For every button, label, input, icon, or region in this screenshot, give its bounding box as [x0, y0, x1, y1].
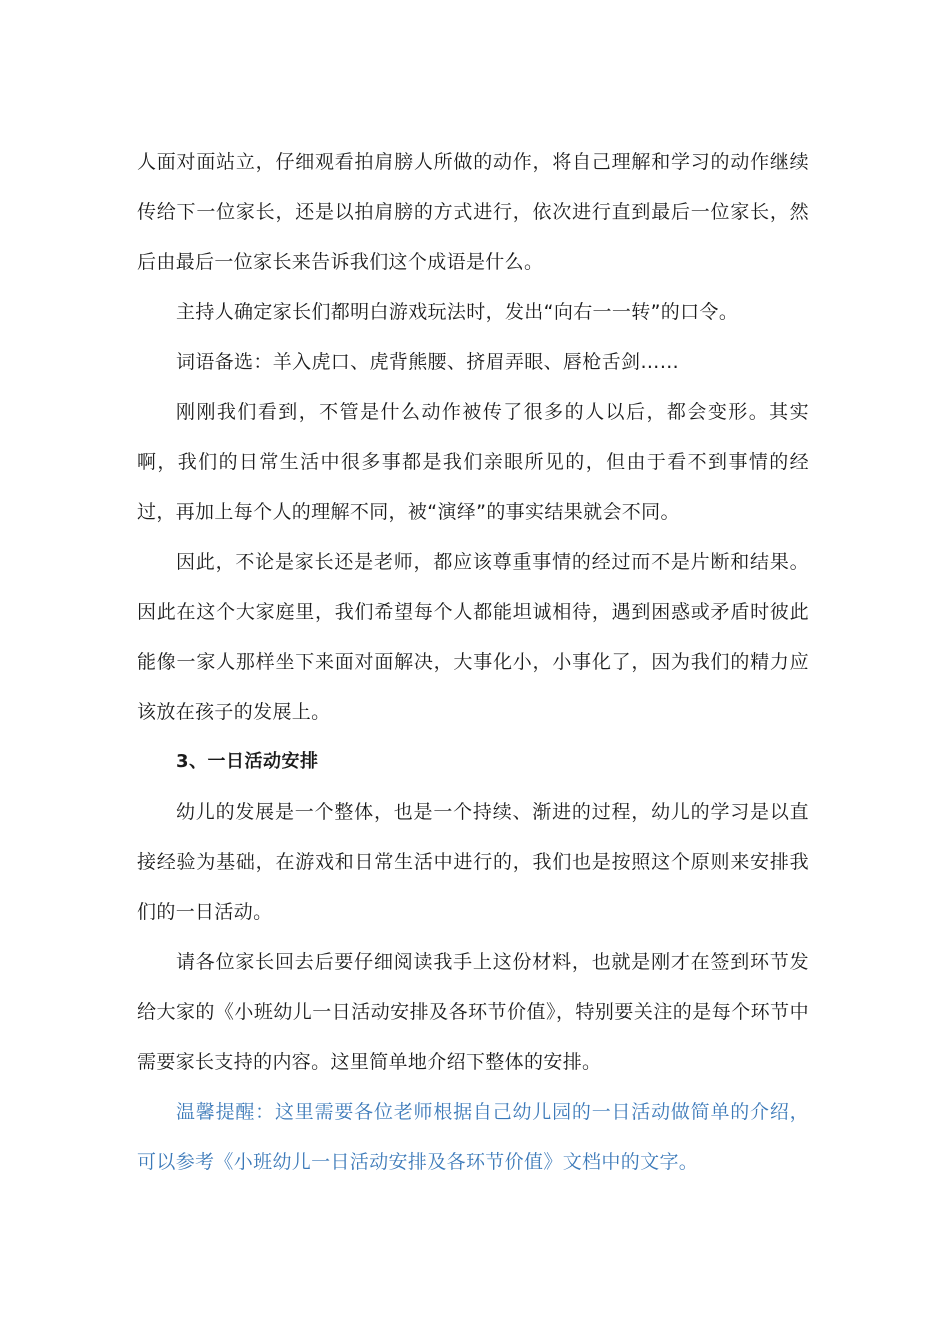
document-body [137, 137, 809, 1187]
paragraph-warm-reminder: 温馨提醒：这里需要各位老师根据自己幼儿园的一日活动做简单的介绍，可以参考《小班幼儿一日活动安排及各环节价值》文档中的文字。 [137, 1101, 809, 1173]
paragraph-distortion-explanation: 刚刚我们看到，不管是什么动作被传了很多的人以后，都会变形。其实啊，我们的日常生活中很多事都是我们亲眼所见的，但由于看不到事情的经过，再加上每个人的理解不同，被“演绎”的事实结果就会不同。 [137, 401, 809, 523]
paragraph-reading-material: 请各位家长回去后要仔细阅读我手上这份材料，也就是刚才在签到环节发给大家的《小班幼儿一日活动安排及各环节价值》，特别要关注的是每个环节中需要家长支持的内容。这里简单地介绍下整体的安排。 [137, 951, 809, 1073]
paragraph-respect-process: 因此，不论是家长还是老师，都应该尊重事情的经过而不是片断和结果。因此在这个大家庭里，我们希望每个人都能坦诚相待，遇到困惑或矛盾时彼此能像一家人那样坐下来面对面解决，大事化小，小事化了，因为我们的精力应该放在孩子的发展上。 [137, 551, 809, 723]
paragraph-child-development: 幼儿的发展是一个整体，也是一个持续、渐进的过程，幼儿的学习是以直接经验为基础，在游戏和日常生活中进行的，我们也是按照这个原则来安排我们的一日活动。 [137, 801, 809, 923]
paragraph-host-command: 主持人确定家长们都明白游戏玩法时，发出“向右一一转”的口令。 [176, 301, 739, 323]
paragraph-word-options: 词语备选：羊入虎口、虎背熊腰、挤眉弄眼、唇枪舌剑…… [176, 351, 680, 373]
paragraph-game-instructions: 人面对面站立，仔细观看拍肩膀人所做的动作，将自己理解和学习的动作继续传给下一位家长，还是以拍肩膀的方式进行，依次进行直到最后一位家长，然后由最后一位家长来告诉我们这个成语是什么。 [137, 151, 809, 273]
section-heading-daily-schedule: 3、一日活动安排 [176, 751, 319, 772]
